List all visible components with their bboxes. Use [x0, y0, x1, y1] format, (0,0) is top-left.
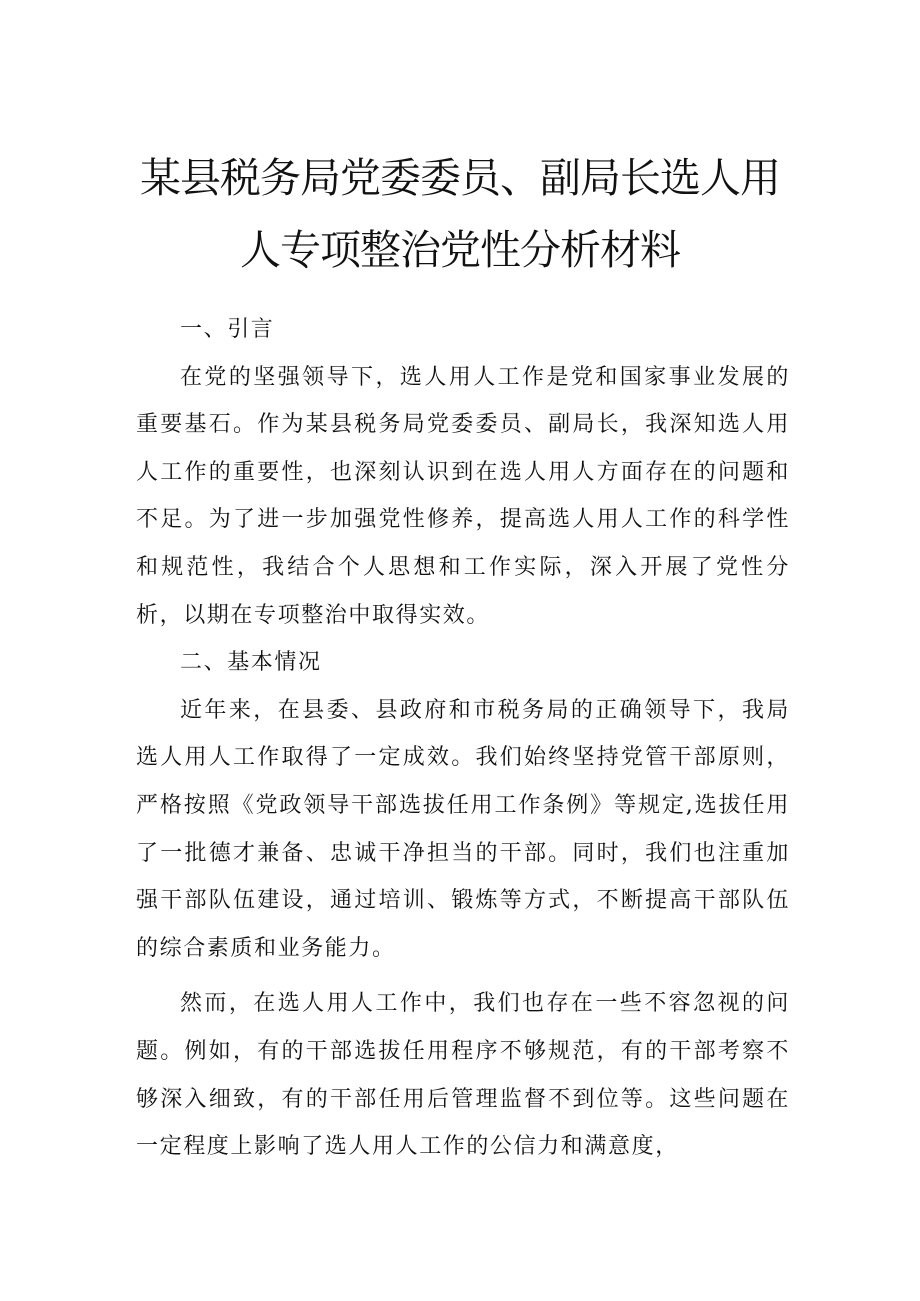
- document-body: [136, 306, 790, 1171]
- title-line-2: 人专项整治党性分析材料: [240, 226, 680, 274]
- title-line-1: 某县税务局党委委员、副局长选人用: [140, 154, 780, 202]
- paragraph-problems: 然而，在选人用人工作中，我们也存在一些不容忽视的问题。例如，有的干部选拔任用程序不够规范，有的干部考察不够深入细致，有的干部任用后管理监督不到位等。这些问题在一定程度上影响了选人用人工作的公信力和满意度，: [136, 991, 790, 1160]
- paragraph-achievements: 近年来，在县委、县政府和市税务局的正确领导下，我局选人用人工作取得了一定成效。我们始终坚持党管干部原则，严格按照《党政领导干部选拔任用工作条例》等规定,选拔任用了一批德才兼备、忠诚干净担当的干部。同时，我们也注重加强干部队伍建设，通过培训、锻炼等方式，不断提高干部队伍的综合素质和业务能力。: [136, 697, 790, 961]
- section-heading-introduction: 一、引言: [180, 317, 275, 342]
- section-heading-basic-situation: 二、基本情况: [180, 650, 322, 676]
- document-title: [120, 142, 800, 286]
- paragraph-introduction: 在党的坚强领导下，选人用人工作是党和国家事业发展的重要基石。作为某县税务局党委委员、副局长，我深知选人用人工作的重要性，也深刻认识到在选人用人方面存在的问题和不足。为了进一步加强党性修养，提高选人用人工作的科学性和规范性，我结合个人思想和工作实际，深入开展了党性分析，以期在专项整治中取得实效。: [136, 364, 790, 628]
